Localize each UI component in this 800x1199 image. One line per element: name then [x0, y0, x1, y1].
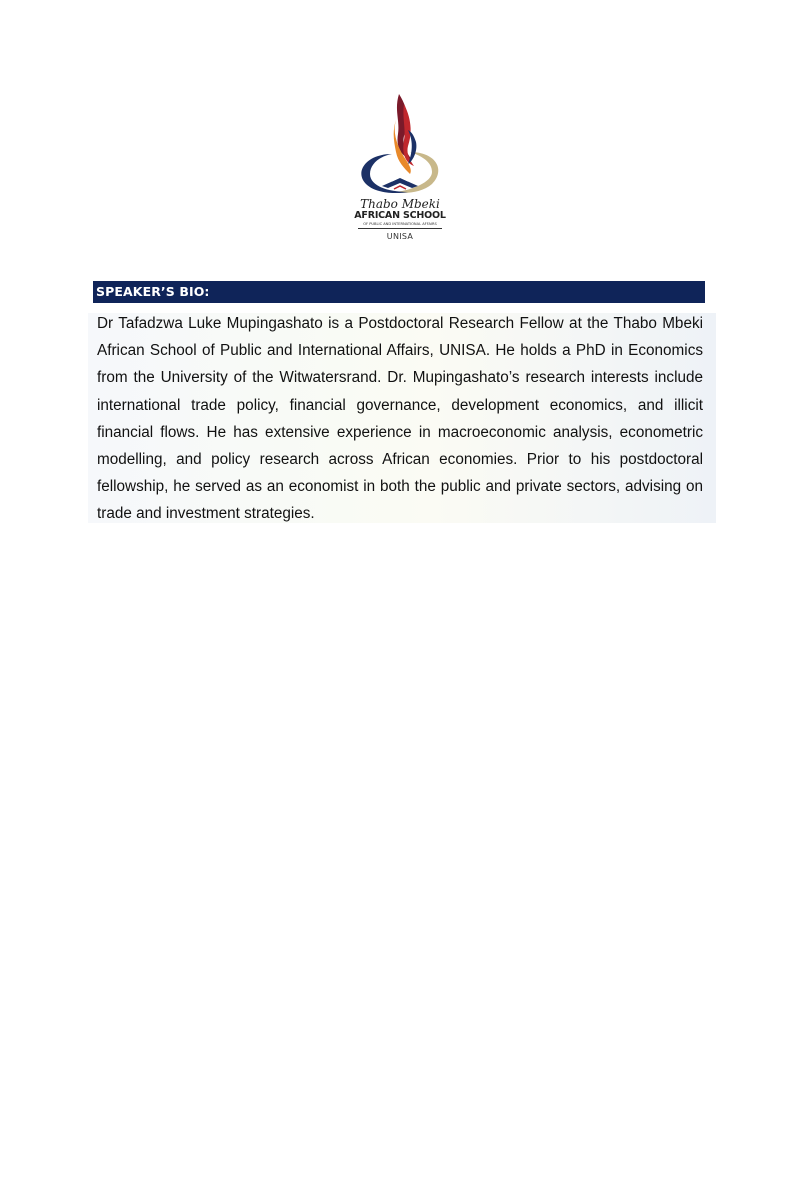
logo-divider — [358, 228, 442, 229]
institution-logo — [352, 90, 448, 244]
logo-school-text: AFRICAN SCHOOL — [354, 210, 446, 221]
logo-unisa-text: UNISA — [386, 232, 414, 241]
speaker-bio-header: SPEAKER’S BIO: — [93, 281, 705, 303]
logo-script-text: Thabo Mbeki — [360, 197, 440, 211]
speaker-bio-text: Dr Tafadzwa Luke Mupingashato is a Postdoctoral Research Fellow at the Thabo Mbeki African School of Public and International Affairs, UNISA. He holds a PhD in Economics from the University of the Witwatersrand. Dr. Mupingashato’s research interests include international trade policy, financial governance, development economics, and illicit financial flows. He has extensive experience in macroeconomic analysis, econometric modelling, and policy research across African economies. Prior to his postdoctoral fellowship, he served as an economist in both the public and private sectors, advising on trade and investment strategies. — [97, 315, 703, 523]
flame-emblem-icon — [352, 90, 448, 198]
logo-sub-text: OF PUBLIC AND INTERNATIONAL AFFAIRS — [363, 222, 437, 226]
